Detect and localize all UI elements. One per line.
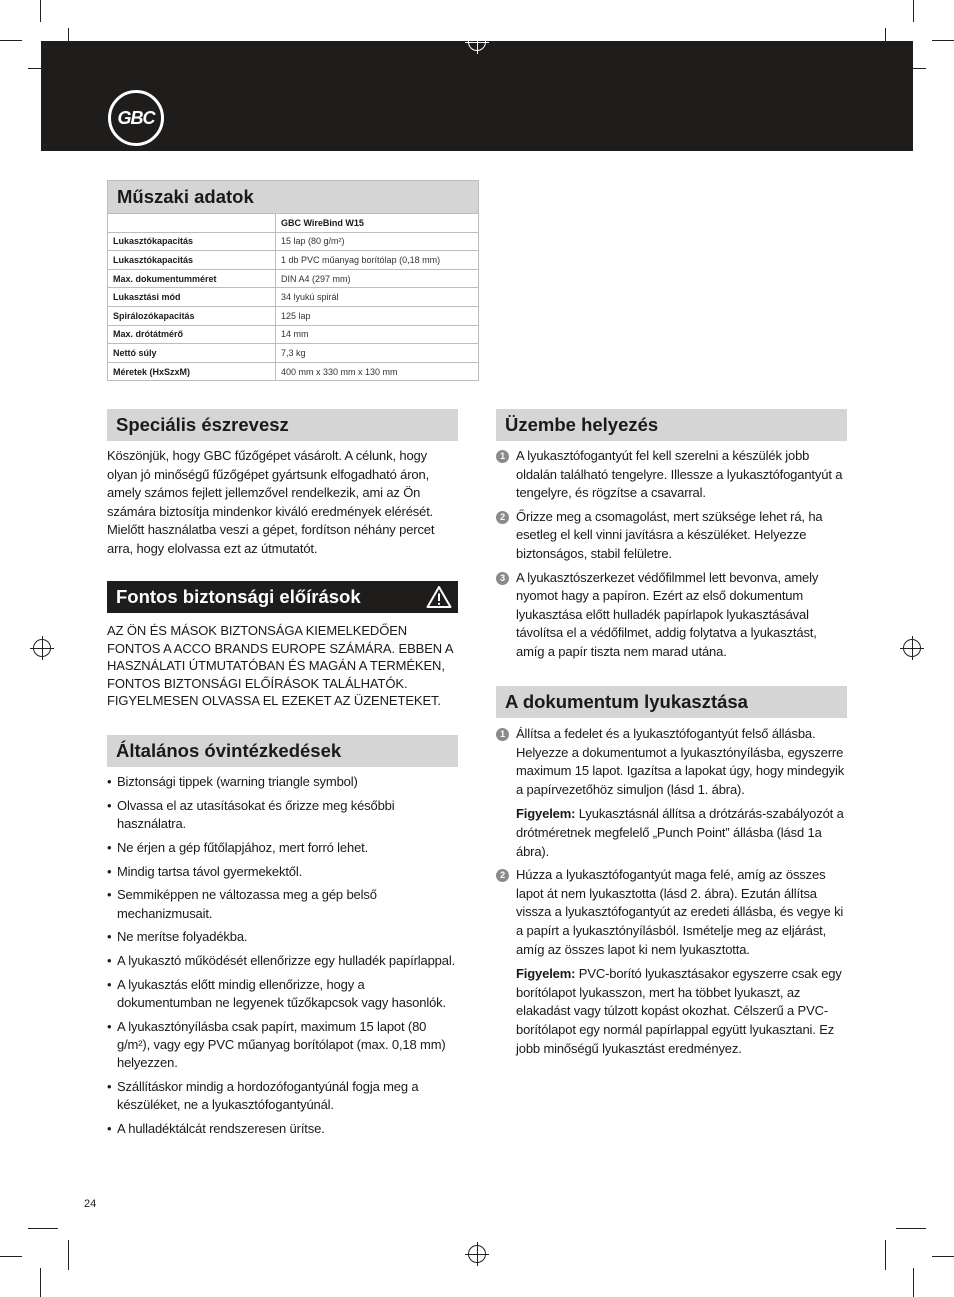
table-row: [108, 344, 478, 363]
spec-label: Spirálozókapacitás: [108, 306, 276, 325]
punching-steps: [496, 725, 848, 1063]
spec-label: Lukasztókapacitás: [108, 251, 276, 270]
crop-mark: [932, 1256, 954, 1257]
step-number: 1: [496, 450, 509, 463]
special-text: Köszönjük, hogy GBC fűzőgépet vásárolt. A célunk, hogy olyan jó minőségű fűzőgépet gyártsunk elfogadható áron, amely számos fejlett jellemzővel rendelkezik, ami az Ön számára biztosítja mindenkor kiváló eredmények elérését. Mielőtt használatba veszi a gépet, fordítson néhány percet arra, hogy elolvassa ezt az útmutatót.: [107, 448, 435, 556]
spec-table: [108, 213, 478, 380]
note-label: Figyelem:: [516, 806, 576, 822]
step-note: [516, 805, 848, 861]
table-row: [108, 325, 478, 344]
table-row: [108, 288, 478, 307]
setup-title: Üzembe helyezés: [496, 409, 847, 441]
registration-mark-icon: [468, 1245, 486, 1263]
step-item: [496, 569, 848, 662]
spec-value: DIN A4 (297 mm): [276, 269, 479, 288]
spec-label: Méretek (HxSzxM): [108, 362, 276, 380]
warning-triangle-icon: [426, 585, 452, 609]
registration-mark-icon: [33, 639, 51, 657]
spec-header-empty: [108, 214, 276, 233]
table-row: [108, 269, 478, 288]
spec-value: 1 db PVC műanyag borítólap (0,18 mm): [276, 251, 479, 270]
page-number: 24: [84, 1198, 97, 1210]
note-text: Lyukasztásnál állítsa a drótzárás-szabályozót a drótméretnek megfelelő „Punch Point” állásba (lásd 1a ábra).: [516, 806, 844, 859]
step-item: [496, 725, 848, 861]
spec-value: 7,3 kg: [276, 344, 479, 363]
spec-value: 14 mm: [276, 325, 479, 344]
table-row: [108, 362, 478, 380]
step-item: [496, 866, 848, 1058]
table-row: [108, 306, 478, 325]
step-number: 2: [496, 869, 509, 882]
list-item: • A lyukasztónyílásba csak papírt, maximum 15 lapot (80 g/m²), vagy egy PVC műanyag borítólapot (max. 0,18 mm) helyezzen.: [107, 1018, 458, 1073]
crop-mark: [932, 40, 954, 41]
spec-label: Nettó súly: [108, 344, 276, 363]
spec-value: 125 lap: [276, 306, 479, 325]
list-item: • A hulladéktálcát rendszeresen ürítse.: [107, 1120, 458, 1138]
list-item: • Biztonsági tippek (warning triangle symbol): [107, 773, 458, 791]
registration-mark-icon: [903, 639, 921, 657]
safety-title: Fontos biztonsági előírások: [116, 586, 361, 607]
table-row: [108, 251, 478, 270]
spec-label: Max. dokumentumméret: [108, 269, 276, 288]
spec-label: Lukasztási mód: [108, 288, 276, 307]
list-item: • Szállításkor mindig a hordozófogantyúnál fogja meg a készüléket, ne a lyukasztófogantyúnál.: [107, 1078, 458, 1114]
note-text: PVC-borító lyukasztásakor egyszerre csak egy borítólapot lyukasszon, mert ha többet lyukaszt, az elakadást vagy túlzott kopást okozhat. Célszerű a PVC-borítólapot egy normál papírlappal együtt lyukasztani. Ez jobb minőségű lyukasztást eredményez.: [516, 966, 842, 1056]
crop-mark: [28, 1228, 58, 1229]
gbc-logo: GBC: [108, 90, 164, 146]
list-item: • A lyukasztó működését ellenőrizze egy hulladék papírlappal.: [107, 952, 458, 970]
step-text: A lyukasztófogantyút fel kell szerelni a készülék jobb oldalán található tengelyre. Illessze a lyukasztófogantyút a tengelyre, és rögzítse a csavarral.: [516, 448, 843, 501]
header-band: [41, 41, 913, 151]
list-item: • A lyukasztás előtt mindig ellenőrizze, hogy a dokumentumban ne legyenek tűzőkapcsok vagy hasonlók.: [107, 976, 458, 1012]
note-label: Figyelem:: [516, 966, 576, 982]
step-number: 1: [496, 728, 509, 741]
crop-mark: [0, 1256, 22, 1257]
list-item: • Olvassa el az utasításokat és őrizze meg későbbi használatra.: [107, 797, 458, 833]
list-item: • Ne érjen a gép fűtőlapjához, mert forró lehet.: [107, 839, 458, 857]
table-row: [108, 214, 478, 233]
special-title: Speciális észrevesz: [107, 409, 458, 441]
table-row: [108, 232, 478, 251]
punching-title: A dokumentum lyukasztása: [496, 686, 847, 718]
step-text: Állítsa a fedelet és a lyukasztófogantyút felső állásba. Helyezze a dokumentumot a lyukasztónyílásba, egyszerre maximum 15 lapot. Igazítsa a lapokat úgy, hogy mindegyik a papírvezetőhöz simuljon (lásd 1. ábra).: [516, 726, 845, 797]
list-item: • Semmiképpen ne változassa meg a gép belső mechanizmusait.: [107, 886, 458, 922]
step-text: Őrizze meg a csomagolást, mert szüksége lehet rá, ha esetleg el kell vinni javításra a készüléket. Helyezze biztonságos, stabil felületre.: [516, 508, 823, 561]
general-title: Általános óvintézkedések: [107, 735, 458, 767]
spec-value: 34 lyukú spirál: [276, 288, 479, 307]
step-item: [496, 447, 848, 503]
safety-text: AZ ÖN ÉS MÁSOK BIZTONSÁGA KIEMELKEDŐEN FONTOS A ACCO BRANDS EUROPE SZÁMÁRA. EBBEN A HASZNÁLATI ÚTMUTATÓBAN ÉS MAGÁN A TERMÉKEN, FONTOS BIZTONSÁGI ELŐÍRÁSOK TALÁLHATÓK. FIGYELMESEN OLVASSA EL EZEKET AZ ÜZENETEKET.: [107, 623, 453, 709]
safety-title-bar: [107, 581, 458, 613]
step-number: 2: [496, 511, 509, 524]
spec-value: 400 mm x 330 mm x 130 mm: [276, 362, 479, 380]
tech-specs-box: [107, 180, 479, 381]
crop-mark: [913, 0, 914, 22]
setup-steps: [496, 447, 848, 667]
list-item: • Mindig tartsa távol gyermekektől.: [107, 863, 458, 881]
list-item: • Ne merítse folyadékba.: [107, 928, 458, 946]
step-text: A lyukasztószerkezet védőfilmmel lett bevonva, amely nyomot hagy a papíron. Ezért az első dokumentum lyukasztása előtt hulladék papírlapok lyukasztásával távolítsa el a védőfilmet, addig folytatva a lyukasztást, amíg a papír tiszta nem marad utána.: [516, 569, 819, 659]
step-item: [496, 508, 848, 564]
crop-mark: [896, 1228, 926, 1229]
crop-mark: [68, 1240, 69, 1270]
spec-label: Lukasztókapacitás: [108, 232, 276, 251]
crop-mark: [40, 1268, 41, 1297]
crop-mark: [885, 1240, 886, 1270]
crop-mark: [913, 1268, 914, 1297]
step-number: 3: [496, 572, 509, 585]
step-text: Húzza a lyukasztófogantyút maga felé, amíg az összes lapot át nem lyukasztotta (lásd 2. ábra). Ezután állítsa vissza a lyukasztófogantyút az eredeti állásba, és vegye ki a papírt a lyukasztónyílásból. Ismételje meg az eljárást, amíg az összes lapot ki nem lyukasztotta.: [516, 867, 844, 957]
general-list: [107, 773, 458, 1144]
registration-mark-icon: [468, 33, 486, 51]
step-note: [516, 965, 848, 1058]
spec-label: Max. drótátmérő: [108, 325, 276, 344]
spec-value: 15 lap (80 g/m²): [276, 232, 479, 251]
tech-specs-title: Műszaki adatok: [108, 181, 478, 213]
crop-mark: [40, 0, 41, 22]
crop-mark: [0, 40, 22, 41]
spec-model-header: GBC WireBind W15: [276, 214, 479, 233]
